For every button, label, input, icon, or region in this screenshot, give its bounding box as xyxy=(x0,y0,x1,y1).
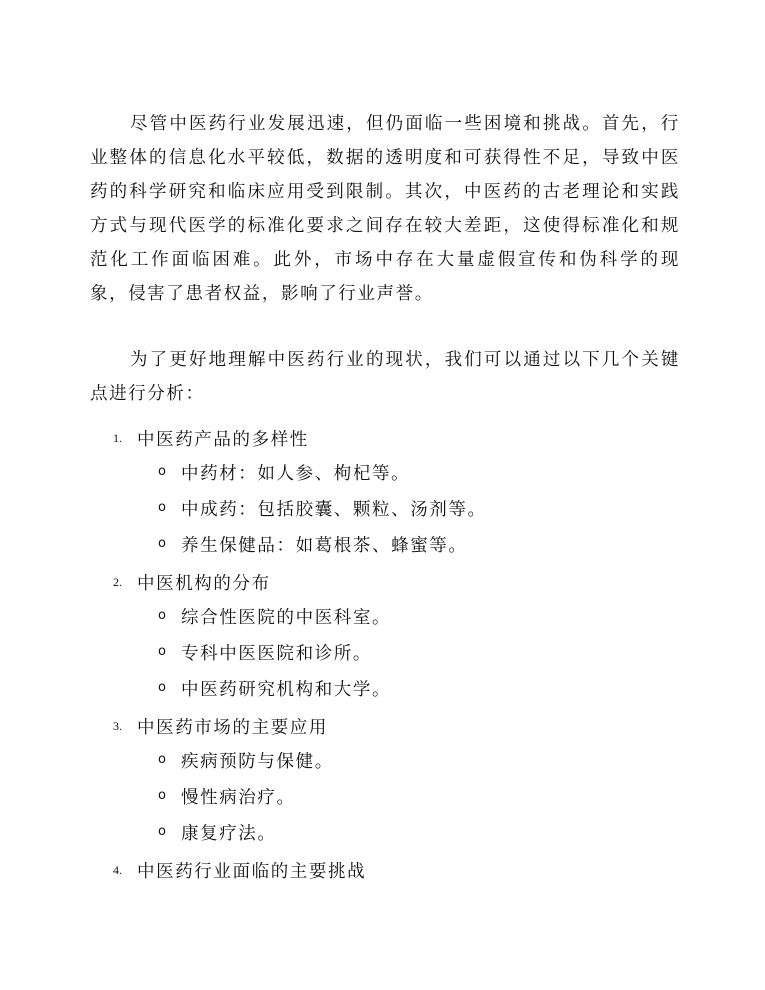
list-item xyxy=(0,421,765,565)
sub-list xyxy=(0,457,765,565)
sub-list-text: 专科中医医院和诊所。 xyxy=(181,644,372,664)
list-item-title: 中医药行业面临的主要挑战 xyxy=(137,862,367,882)
sub-list-item xyxy=(0,781,765,817)
paragraph-challenges: 尽管中医药行业发展迅速，但仍面临一些困境和挑战。首先，行业整体的信息化水平较低，数据的透明度和可获得性不足，导致中医药的科学研究和临床应用受到限制。其次，中医药的古老理论和实践方式与现代医学的标准化要求之间存在较大差距，这使得标准化和规范化工作面临困难。此外，市场中存在大量虚假宣传和伪科学的现象，侵害了患者权益，影响了行业声誉。 xyxy=(90,114,680,304)
list-number: 3. xyxy=(113,719,122,733)
sub-list-text: 中医药研究机构和大学。 xyxy=(181,680,392,700)
paragraph-intro-analysis: 为了更好地理解中医药行业的现状，我们可以通过以下几个关键点进行分析： xyxy=(90,350,680,404)
sub-list-item xyxy=(0,817,765,853)
circle-bullet-icon: o xyxy=(158,788,166,803)
circle-bullet-icon: o xyxy=(158,680,166,695)
numbered-list xyxy=(0,421,765,889)
sub-list-item xyxy=(0,745,765,781)
sub-list-item xyxy=(0,637,765,673)
circle-bullet-icon: o xyxy=(158,824,166,839)
sub-list-text: 疾病预防与保健。 xyxy=(181,752,334,772)
list-item xyxy=(0,853,765,889)
circle-bullet-icon: o xyxy=(158,536,166,551)
sub-list-text: 康复疗法。 xyxy=(181,824,277,844)
list-item-title: 中医药市场的主要应用 xyxy=(137,718,328,738)
list-number: 2. xyxy=(113,575,122,589)
list-item xyxy=(0,709,765,853)
sub-list-text: 综合性医院的中医科室。 xyxy=(181,608,392,628)
sub-list xyxy=(0,745,765,853)
sub-list-text: 中成药：包括胶囊、颗粒、汤剂等。 xyxy=(181,500,487,520)
sub-list-text: 慢性病治疗。 xyxy=(181,788,296,808)
sub-list-item xyxy=(0,529,765,565)
list-number: 1. xyxy=(113,431,122,445)
circle-bullet-icon: o xyxy=(158,644,166,659)
sub-list xyxy=(0,601,765,709)
sub-list-text: 养生保健品：如葛根茶、蜂蜜等。 xyxy=(181,536,468,556)
list-item xyxy=(0,565,765,709)
circle-bullet-icon: o xyxy=(158,464,166,479)
list-item-title: 中医药产品的多样性 xyxy=(137,430,309,450)
sub-list-item xyxy=(0,457,765,493)
circle-bullet-icon: o xyxy=(158,752,166,767)
sub-list-text: 中药材：如人参、枸杞等。 xyxy=(181,464,411,484)
list-item-title: 中医机构的分布 xyxy=(137,574,271,594)
sub-list-item xyxy=(0,673,765,709)
circle-bullet-icon: o xyxy=(158,500,166,515)
list-number: 4. xyxy=(113,863,122,877)
sub-list-item xyxy=(0,601,765,637)
circle-bullet-icon: o xyxy=(158,608,166,623)
sub-list-item xyxy=(0,493,765,529)
